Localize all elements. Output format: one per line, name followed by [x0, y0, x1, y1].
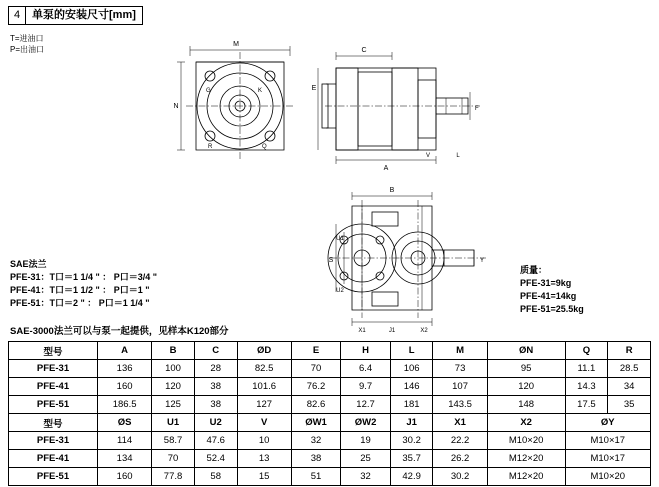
column-header: H: [341, 342, 391, 360]
sae-flange-note: [10, 258, 157, 310]
sae-flange-line-2: PFE-41：T口＝1 1/2 " ： P口＝1 ": [10, 285, 150, 295]
port-legend-line-1: T=进油口: [10, 34, 44, 43]
column-header: J1: [390, 414, 433, 432]
weight-title: 质量：: [520, 265, 548, 275]
cell-value: 114: [98, 432, 152, 450]
port-legend-line-2: P=出油口: [10, 45, 45, 54]
column-header: U2: [194, 414, 237, 432]
cell-value: 6.4: [341, 360, 391, 378]
cell-value: 30.2: [390, 432, 433, 450]
cell-value: 35.7: [390, 450, 433, 468]
cell-value: M10×20: [487, 432, 565, 450]
column-header: ØY: [565, 414, 650, 432]
cell-value: 107: [433, 378, 487, 396]
cell-value: 106: [390, 360, 433, 378]
cell-value: 146: [390, 378, 433, 396]
dimension-tables: [8, 341, 651, 486]
cell-value: 25: [341, 450, 391, 468]
svg-text:B: B: [389, 187, 395, 194]
column-header: Q: [565, 342, 608, 360]
cell-value: 134: [98, 450, 152, 468]
cell-value: 17.5: [565, 396, 608, 414]
cell-model: PFE-31: [9, 432, 98, 450]
cell-model: PFE-51: [9, 396, 98, 414]
svg-text:J1: J1: [388, 328, 396, 334]
cell-value: 52.4: [194, 450, 237, 468]
cell-value: 143.5: [433, 396, 487, 414]
cell-value: 186.5: [98, 396, 152, 414]
cell-value: 12.7: [341, 396, 391, 414]
cell-model: PFE-51: [9, 468, 98, 486]
cell-value: 30.2: [433, 468, 487, 486]
column-header: V: [237, 414, 291, 432]
cell-value: 22.2: [433, 432, 487, 450]
cell-value: 32: [341, 468, 391, 486]
sae-flange-title: SAE法兰: [10, 259, 47, 269]
cell-value: 38: [194, 378, 237, 396]
column-header: L: [390, 342, 433, 360]
cell-value: 125: [152, 396, 195, 414]
svg-text:X1: X1: [358, 328, 366, 334]
table-row: [9, 450, 651, 468]
cell-value: 101.6: [237, 378, 291, 396]
cell-value: 34: [608, 378, 651, 396]
column-header: X1: [433, 414, 487, 432]
svg-text:R: R: [208, 144, 213, 150]
cell-value: 77.8: [152, 468, 195, 486]
svg-text:F: F: [475, 106, 479, 112]
svg-text:E: E: [311, 85, 317, 92]
column-header: ØD: [237, 342, 291, 360]
column-header: C: [194, 342, 237, 360]
cell-value: 148: [487, 396, 565, 414]
cell-value: 73: [433, 360, 487, 378]
cell-value: 14.3: [565, 378, 608, 396]
cell-value: 100: [152, 360, 195, 378]
cell-model: PFE-31: [9, 360, 98, 378]
column-header: ØW1: [291, 414, 341, 432]
weight-pfe-51: PFE-51=25.5kg: [520, 304, 584, 314]
column-header: R: [608, 342, 651, 360]
cell-value: 11.1: [565, 360, 608, 378]
page-title: 单泵的安装尺寸[mm]: [32, 9, 136, 21]
svg-text:K: K: [258, 88, 263, 94]
cell-value: 136: [98, 360, 152, 378]
cell-value: 26.2: [433, 450, 487, 468]
cell-value: 9.7: [341, 378, 391, 396]
cell-value: 28.5: [608, 360, 651, 378]
column-header: X2: [487, 414, 565, 432]
cell-value: 51: [291, 468, 341, 486]
cell-value: M12×20: [487, 468, 565, 486]
dimension-table: [8, 341, 651, 486]
column-header: E: [291, 342, 341, 360]
cell-value: 160: [98, 468, 152, 486]
svg-text:Y: Y: [480, 258, 485, 264]
cell-value: 120: [152, 378, 195, 396]
cell-value: 38: [194, 396, 237, 414]
cell-value: 58: [194, 468, 237, 486]
weight-pfe-41: PFE-41=14kg: [520, 291, 577, 301]
svg-text:Q: Q: [262, 144, 267, 150]
svg-text:L: L: [456, 153, 460, 159]
svg-text:S: S: [328, 257, 334, 264]
table-row: [9, 468, 651, 486]
cell-value: 82.6: [291, 396, 341, 414]
cell-value: 28: [194, 360, 237, 378]
sae-flange-line-3: PFE-51：T口＝2 " ： P口＝1 1/4 ": [10, 298, 150, 308]
svg-text:C: C: [361, 47, 367, 54]
cell-value: 70: [291, 360, 341, 378]
cell-value: M10×17: [565, 450, 650, 468]
weight-note: [520, 264, 584, 316]
column-header: M: [433, 342, 487, 360]
column-header: 型号: [9, 342, 98, 360]
cell-value: 47.6: [194, 432, 237, 450]
svg-text:U1: U1: [336, 236, 344, 242]
cell-value: M10×17: [565, 432, 650, 450]
table-row: [9, 432, 651, 450]
cell-value: 127: [237, 396, 291, 414]
cell-value: M10×20: [565, 468, 650, 486]
cell-value: 32: [291, 432, 341, 450]
cell-value: 160: [98, 378, 152, 396]
column-header: ØN: [487, 342, 565, 360]
table-row: [9, 396, 651, 414]
svg-text:A: A: [383, 165, 389, 172]
table-row: [9, 360, 651, 378]
sae-flange-line-1: PFE-31：T口＝1 1/4 " ： P口＝3/4 ": [10, 272, 158, 282]
cell-value: 70: [152, 450, 195, 468]
cell-model: PFE-41: [9, 378, 98, 396]
cell-model: PFE-41: [9, 450, 98, 468]
cell-value: 95: [487, 360, 565, 378]
table-row: [9, 378, 651, 396]
cell-value: 76.2: [291, 378, 341, 396]
cell-value: 15: [237, 468, 291, 486]
cell-value: 38: [291, 450, 341, 468]
column-header: 型号: [9, 414, 98, 432]
cell-value: 82.5: [237, 360, 291, 378]
svg-text:U2: U2: [336, 288, 344, 294]
cell-value: 19: [341, 432, 391, 450]
port-legend: [10, 33, 44, 55]
cell-value: 10: [237, 432, 291, 450]
svg-text:V: V: [425, 153, 431, 159]
cell-value: 120: [487, 378, 565, 396]
cell-value: 13: [237, 450, 291, 468]
weight-pfe-31: PFE-31=9kg: [520, 278, 572, 288]
column-header: B: [152, 342, 195, 360]
cell-value: 181: [390, 396, 433, 414]
column-header: ØS: [98, 414, 152, 432]
svg-text:X2: X2: [420, 328, 428, 334]
table-header-row-1: [9, 342, 651, 360]
sae-3000-note: SAE-3000法兰可以与泵一起提供，见样本K120部分: [10, 326, 229, 337]
table-header-row-2: [9, 414, 651, 432]
column-header: U1: [152, 414, 195, 432]
cell-value: 42.9: [390, 468, 433, 486]
cell-value: 58.7: [152, 432, 195, 450]
svg-text:M: M: [233, 41, 239, 48]
section-header: [8, 6, 143, 25]
svg-text:G: G: [206, 88, 211, 94]
cell-value: M12×20: [487, 450, 565, 468]
svg-text:N: N: [173, 103, 179, 110]
section-number: 4: [9, 7, 26, 24]
column-header: A: [98, 342, 152, 360]
column-header: ØW2: [341, 414, 391, 432]
cell-value: 35: [608, 396, 651, 414]
